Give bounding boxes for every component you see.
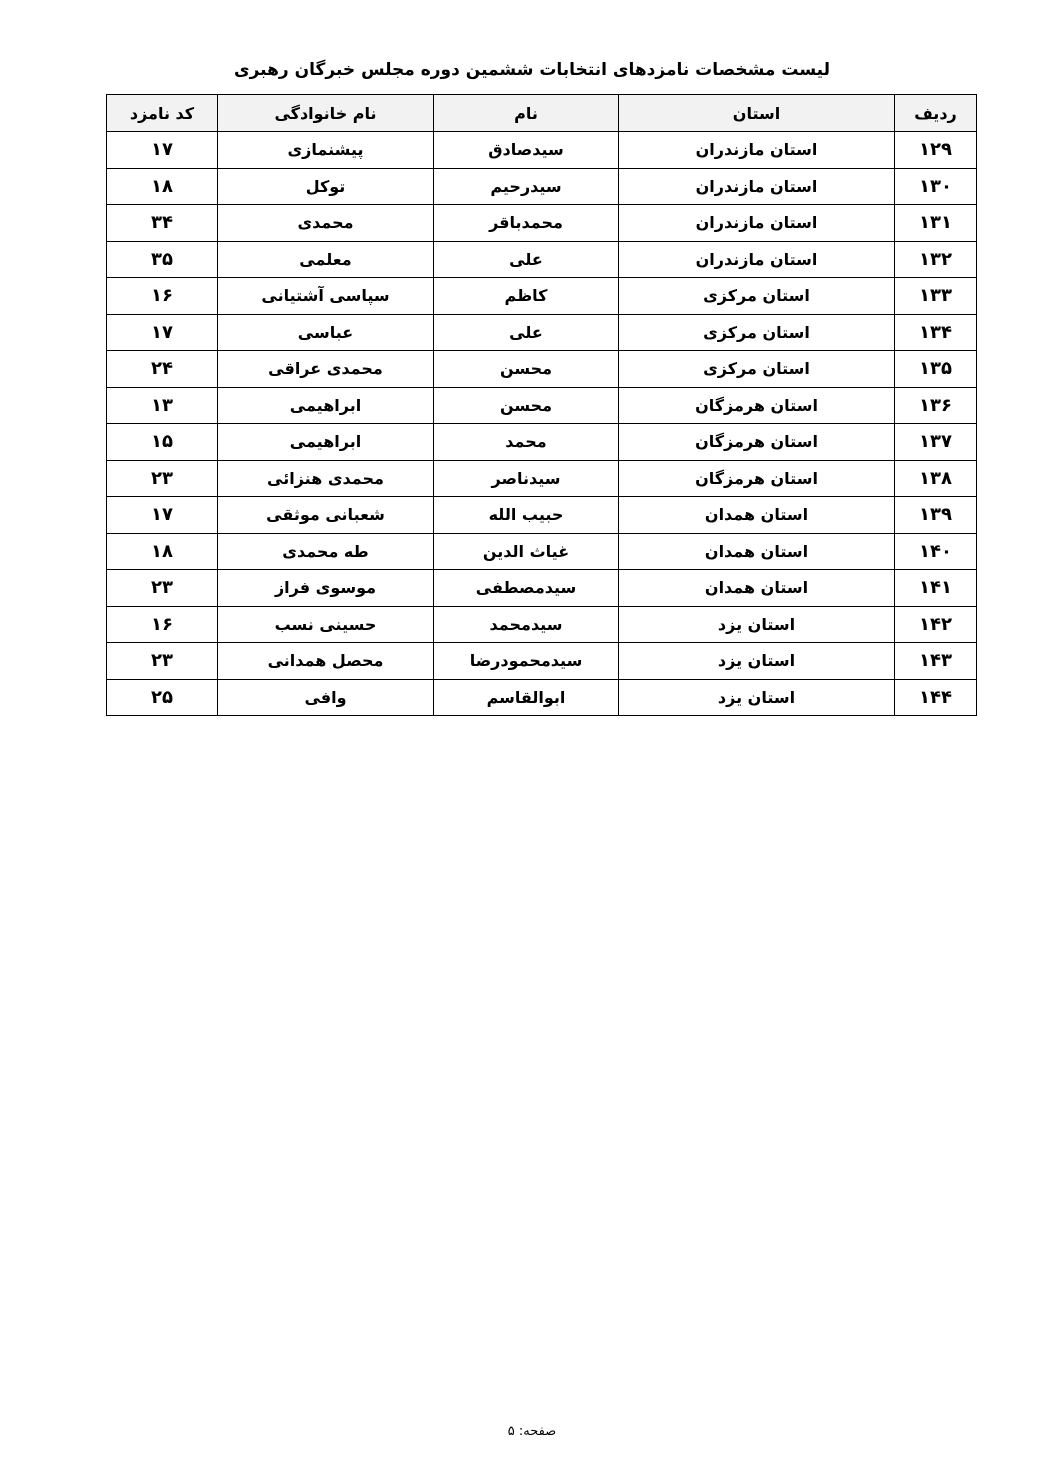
first-name: محمدباقر — [434, 205, 619, 242]
candidate-code: ۲۳ — [107, 643, 218, 680]
candidate-code: ۱۶ — [107, 278, 218, 315]
last-name: معلمی — [218, 241, 434, 278]
first-name: سیدمحمودرضا — [434, 643, 619, 680]
candidate-code: ۳۴ — [107, 205, 218, 242]
row-number: ۱۳۳ — [895, 278, 977, 315]
province: استان مرکزی — [619, 314, 895, 351]
last-name: وافی — [218, 679, 434, 716]
first-name: سیدناصر — [434, 460, 619, 497]
header-row-number: ردیف — [895, 95, 977, 132]
candidate-code: ۳۵ — [107, 241, 218, 278]
province: استان همدان — [619, 533, 895, 570]
last-name: محمدی هنزائی — [218, 460, 434, 497]
row-number: ۱۴۳ — [895, 643, 977, 680]
province: استان یزد — [619, 606, 895, 643]
first-name: حبیب الله — [434, 497, 619, 534]
last-name: ابراهیمی — [218, 387, 434, 424]
candidate-code: ۲۳ — [107, 460, 218, 497]
table-row — [107, 387, 977, 424]
last-name: شعبانی موثقی — [218, 497, 434, 534]
last-name: محمدی عراقی — [218, 351, 434, 388]
table-row — [107, 205, 977, 242]
table-row — [107, 132, 977, 169]
row-number: ۱۳۷ — [895, 424, 977, 461]
first-name: محسن — [434, 351, 619, 388]
first-name: علی — [434, 241, 619, 278]
table-row — [107, 606, 977, 643]
province: استان مازندران — [619, 205, 895, 242]
first-name: سیدمصطفی — [434, 570, 619, 607]
table-row — [107, 278, 977, 315]
row-number: ۱۳۶ — [895, 387, 977, 424]
candidate-code: ۱۵ — [107, 424, 218, 461]
province: استان هرمزگان — [619, 387, 895, 424]
last-name: عباسی — [218, 314, 434, 351]
last-name: محصل همدانی — [218, 643, 434, 680]
first-name: محسن — [434, 387, 619, 424]
row-number: ۱۲۹ — [895, 132, 977, 169]
header-first-name: نام — [434, 95, 619, 132]
candidate-code: ۱۳ — [107, 387, 218, 424]
first-name: محمد — [434, 424, 619, 461]
table-row — [107, 351, 977, 388]
last-name: پیشنمازی — [218, 132, 434, 169]
candidate-code: ۱۷ — [107, 314, 218, 351]
table-row — [107, 314, 977, 351]
table-header-row — [107, 95, 977, 132]
last-name: موسوی فراز — [218, 570, 434, 607]
last-name: توکل — [218, 168, 434, 205]
province: استان مازندران — [619, 168, 895, 205]
row-number: ۱۳۵ — [895, 351, 977, 388]
table-row — [107, 241, 977, 278]
table-row — [107, 497, 977, 534]
table-row — [107, 570, 977, 607]
candidate-code: ۲۴ — [107, 351, 218, 388]
last-name: طه محمدی — [218, 533, 434, 570]
last-name: سپاسی آشتیانی — [218, 278, 434, 315]
row-number: ۱۴۴ — [895, 679, 977, 716]
page-number: صفحه: ۵ — [507, 1424, 557, 1439]
candidate-code: ۱۸ — [107, 168, 218, 205]
last-name: محمدی — [218, 205, 434, 242]
first-name: سیدرحیم — [434, 168, 619, 205]
province: استان همدان — [619, 497, 895, 534]
table-row — [107, 460, 977, 497]
table-row — [107, 168, 977, 205]
province: استان مازندران — [619, 132, 895, 169]
row-number: ۱۳۰ — [895, 168, 977, 205]
table-row — [107, 643, 977, 680]
table-row — [107, 533, 977, 570]
first-name: علی — [434, 314, 619, 351]
header-candidate-code: کد نامزد — [107, 95, 218, 132]
first-name: کاظم — [434, 278, 619, 315]
first-name: غیاث الدین — [434, 533, 619, 570]
header-province: استان — [619, 95, 895, 132]
page-title: لیست مشخصات نامزدهای انتخابات ششمین دوره مجلس خبرگان رهبری — [234, 60, 830, 80]
candidate-code: ۲۳ — [107, 570, 218, 607]
header-last-name: نام خانوادگی — [218, 95, 434, 132]
province: استان هرمزگان — [619, 424, 895, 461]
row-number: ۱۴۰ — [895, 533, 977, 570]
table-row — [107, 679, 977, 716]
row-number: ۱۳۴ — [895, 314, 977, 351]
row-number: ۱۳۹ — [895, 497, 977, 534]
first-name: سیدمحمد — [434, 606, 619, 643]
candidate-code: ۱۶ — [107, 606, 218, 643]
province: استان یزد — [619, 643, 895, 680]
first-name: ابوالقاسم — [434, 679, 619, 716]
province: استان مازندران — [619, 241, 895, 278]
candidate-code: ۱۷ — [107, 132, 218, 169]
province: استان هرمزگان — [619, 460, 895, 497]
row-number: ۱۳۸ — [895, 460, 977, 497]
row-number: ۱۳۲ — [895, 241, 977, 278]
province: استان مرکزی — [619, 278, 895, 315]
candidate-code: ۲۵ — [107, 679, 218, 716]
last-name: ابراهیمی — [218, 424, 434, 461]
province: استان یزد — [619, 679, 895, 716]
row-number: ۱۴۲ — [895, 606, 977, 643]
province: استان همدان — [619, 570, 895, 607]
candidate-code: ۱۸ — [107, 533, 218, 570]
candidate-code: ۱۷ — [107, 497, 218, 534]
table-row — [107, 424, 977, 461]
candidates-table — [106, 94, 977, 716]
first-name: سیدصادق — [434, 132, 619, 169]
last-name: حسینی نسب — [218, 606, 434, 643]
province: استان مرکزی — [619, 351, 895, 388]
row-number: ۱۳۱ — [895, 205, 977, 242]
row-number: ۱۴۱ — [895, 570, 977, 607]
